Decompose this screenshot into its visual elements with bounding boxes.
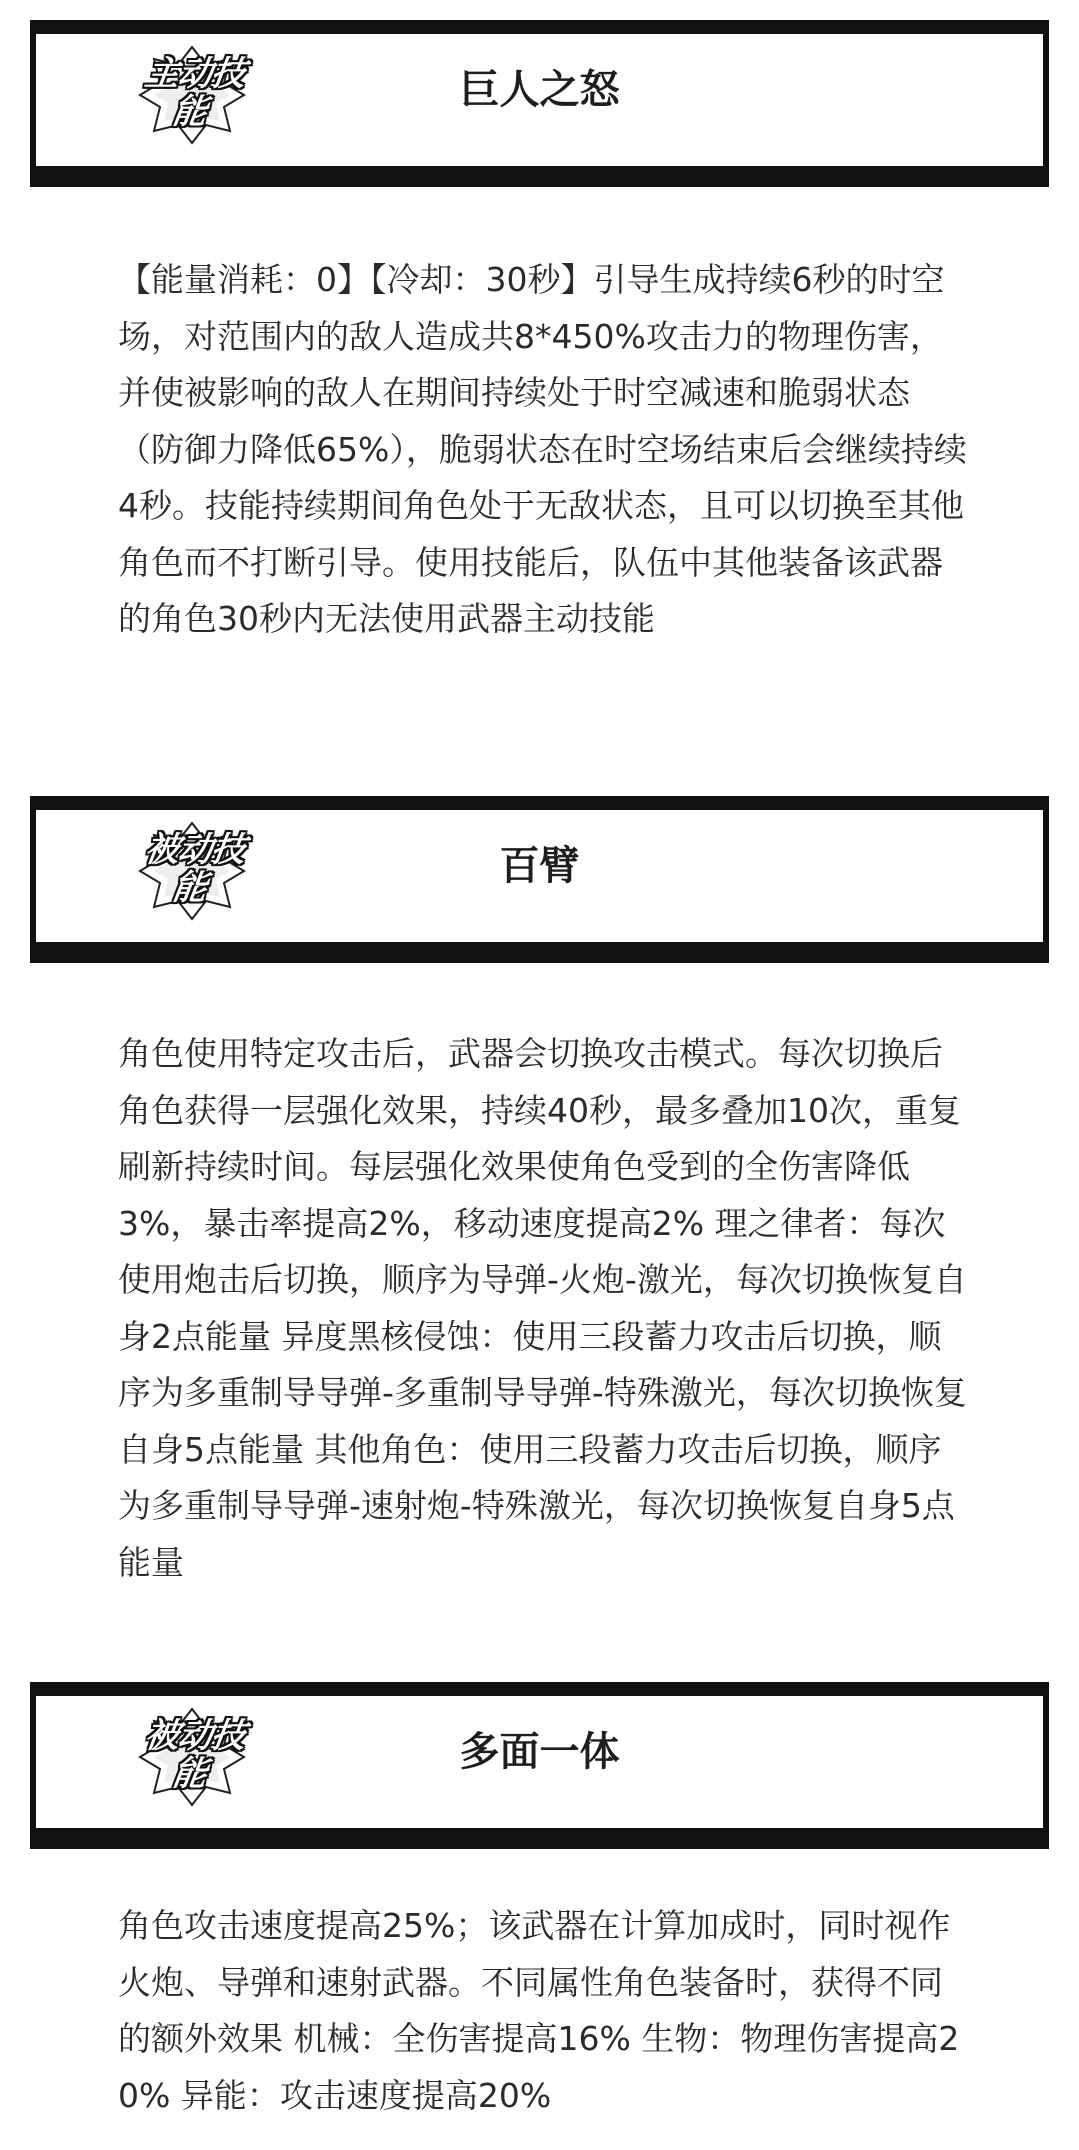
skill-header-card (30, 20, 1049, 187)
skill-header-card (30, 796, 1049, 963)
skill-title: 多面一体 (459, 1729, 620, 1775)
skill-header-card (30, 1682, 1049, 1849)
skill-description: 角色攻击速度提高25%；该武器在计算加成时，同时视作火炮、导弹和速射武器。不同属性角色装备时，获得不同的额外效果 机械：全伤害提高16% 生物：物理伤害提高20% 异能：攻击速度提高20% (118, 1906, 960, 2115)
skill-description: 角色使用特定攻击后，武器会切换攻击模式。每次切换后角色获得一层强化效果，持续40秒，最多叠加10次，重复刷新持续时间。每层强化效果使角色受到的全伤害降低3%，暴击率提高2%，移动速度提高2% 理之律者：每次使用炮击后切换，顺序为导弹-火炮-激光，每次切换恢复自身2点能量 异度黑核侵蚀：使用三段蓄力攻击后切换，顺序为多重制导导弹-多重制导导弹-特殊激光，每次切换恢复自身5点能量 其他角色：使用三段蓄力攻击后切换，顺序为多重制导导弹-速射炮-特殊激光，每次切换恢复自身5点能量 (118, 1034, 967, 1582)
skill-title: 巨人之怒 (459, 67, 620, 113)
badge-label: 主动技能 (142, 54, 247, 132)
badge-label: 被动技能 (142, 830, 247, 908)
skill-title: 百臂 (499, 843, 580, 889)
badge-label: 被动技能 (142, 1716, 247, 1794)
skill-description: 【能量消耗：0】【冷却：30秒】引导生成持续6秒的时空场，对范围内的敌人造成共8*450%攻击力的物理伤害，并使被影响的敌人在期间持续处于时空减速和脆弱状态（防御力降低65%），脆弱状态在时空场结束后会继续持续4秒。技能持续期间角色处于无敌状态，且可以切换至其他角色而不打断引导。使用技能后，队伍中其他装备该武器的角色30秒内无法使用武器主动技能 (118, 260, 967, 638)
